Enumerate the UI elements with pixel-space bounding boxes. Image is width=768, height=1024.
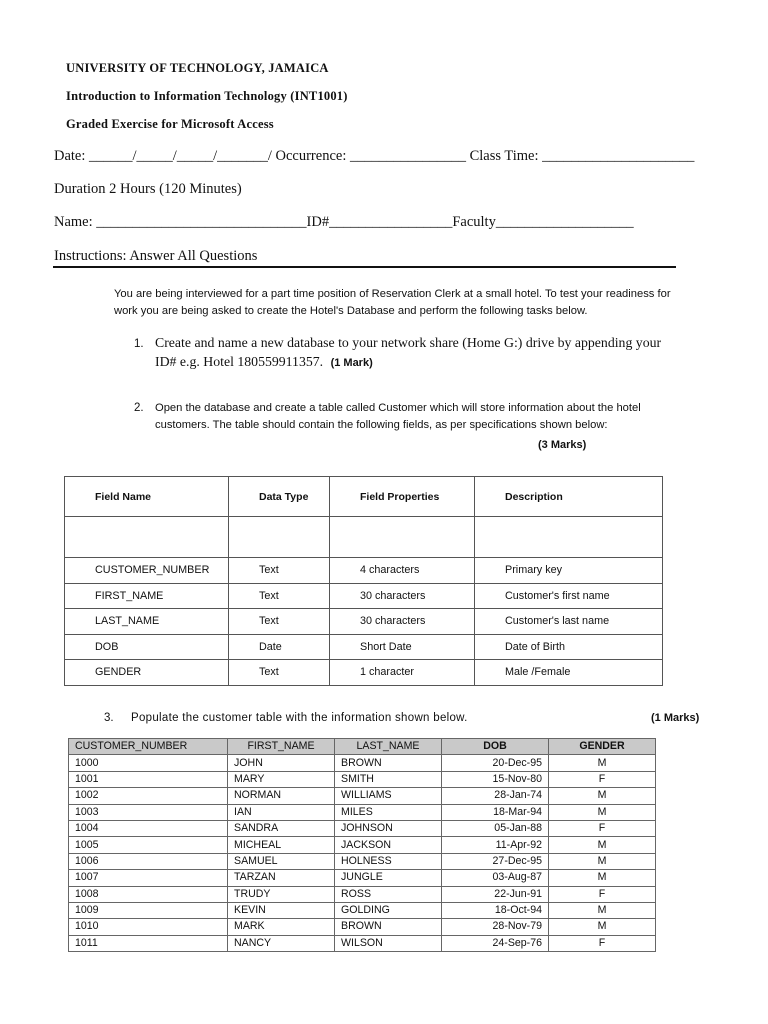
field-spec-table (64, 476, 663, 686)
customer-cell: 27-Dec-95 (442, 853, 549, 869)
customer-cell: HOLNESS (335, 853, 442, 869)
customer-cell: KEVIN (228, 902, 335, 918)
q3-number: 3. (104, 712, 114, 724)
customer-cell: 05-Jan-88 (442, 820, 549, 836)
q3-text: Populate the customer table with the information shown below. (131, 712, 468, 724)
spec-row (65, 660, 663, 686)
customer-cell: MARY (228, 771, 335, 787)
university-title: UNIVERSITY OF TECHNOLOGY, JAMAICA (66, 61, 329, 75)
customer-cell: NANCY (228, 935, 335, 951)
spec-cell: Customer's last name (475, 609, 663, 635)
customer-cell: WILSON (335, 935, 442, 951)
intro-paragraph: You are being interviewed for a part time position of Reservation Clerk at a small hotel. To test your readiness for work you are being asked to create the Hotel's Database and perform the following tasks below. (114, 288, 671, 317)
spec-cell: 30 characters (330, 583, 475, 609)
customer-row (69, 771, 656, 787)
exercise-title: Graded Exercise for Microsoft Access (66, 117, 274, 131)
customer-cell: 03-Aug-87 (442, 870, 549, 886)
spec-cell: Text (229, 660, 330, 686)
course-title: Introduction to Information Technology (INT1001) (66, 89, 348, 103)
spec-row (65, 558, 663, 584)
spec-empty-row (65, 517, 663, 558)
customer-cell: GOLDING (335, 902, 442, 918)
spec-cell: GENDER (65, 660, 229, 686)
q1-text-line1: Create and name a new database to your network share (Home G:) drive by appending your (155, 335, 662, 350)
customer-cell: 1004 (69, 820, 228, 836)
spec-empty-cell (330, 517, 475, 558)
instructions-line: Instructions: Answer All Questions (54, 248, 258, 264)
q2-number: 2. (134, 402, 144, 414)
customer-cell: JOHN (228, 755, 335, 771)
customer-cell: 20-Dec-95 (442, 755, 549, 771)
spec-header-cell: Description (475, 477, 663, 517)
customer-row (69, 820, 656, 836)
spec-header-cell: Field Properties (330, 477, 475, 517)
customer-row (69, 886, 656, 902)
customer-cell: F (549, 771, 656, 787)
spec-header-cell: Field Name (65, 477, 229, 517)
customer-cell: 18-Oct-94 (442, 902, 549, 918)
spec-empty-cell (475, 517, 663, 558)
customer-cell: M (549, 870, 656, 886)
customer-cell: MICHEAL (228, 837, 335, 853)
customer-cell: F (549, 935, 656, 951)
spec-cell: Text (229, 583, 330, 609)
customer-cell: JOHNSON (335, 820, 442, 836)
spec-cell: 30 characters (330, 609, 475, 635)
customer-cell: 1007 (69, 870, 228, 886)
customer-cell: 1006 (69, 853, 228, 869)
customer-cell: TRUDY (228, 886, 335, 902)
customer-data-table (68, 738, 656, 952)
customer-header-cell: CUSTOMER_NUMBER (69, 739, 228, 755)
customer-cell: 1010 (69, 919, 228, 935)
customer-cell: 1001 (69, 771, 228, 787)
customer-cell: 28-Jan-74 (442, 788, 549, 804)
customer-cell: F (549, 820, 656, 836)
q1-marks: (1 Mark) (330, 357, 373, 369)
customer-cell: SMITH (335, 771, 442, 787)
customer-cell: 11-Apr-92 (442, 837, 549, 853)
duration-line: Duration 2 Hours (120 Minutes) (54, 181, 242, 197)
customer-cell: MILES (335, 804, 442, 820)
customer-header-row (69, 739, 656, 755)
customer-cell: 24-Sep-76 (442, 935, 549, 951)
customer-cell: F (549, 886, 656, 902)
customer-cell: IAN (228, 804, 335, 820)
customer-cell: NORMAN (228, 788, 335, 804)
spec-cell: Primary key (475, 558, 663, 584)
customer-row (69, 853, 656, 869)
spec-empty-cell (65, 517, 229, 558)
q2-marks: (3 Marks) (538, 439, 587, 451)
customer-cell: 1005 (69, 837, 228, 853)
q3-marks: (1 Marks) (651, 712, 700, 724)
customer-cell: ROSS (335, 886, 442, 902)
spec-cell: Text (229, 558, 330, 584)
q1-text-line2: ID# e.g. Hotel 180559911357. (1 Mark) (155, 354, 373, 369)
spec-cell: CUSTOMER_NUMBER (65, 558, 229, 584)
customer-cell: JACKSON (335, 837, 442, 853)
customer-header-cell: FIRST_NAME (228, 739, 335, 755)
q2-text: Open the database and create a table called Customer which will store information about the hotel customers. The table should contain the following fields, as per specifications shown below: (155, 402, 641, 431)
customer-cell: 1000 (69, 755, 228, 771)
customer-cell: M (549, 788, 656, 804)
customer-cell: M (549, 919, 656, 935)
customer-cell: 18-Mar-94 (442, 804, 549, 820)
q1-number: 1. (134, 338, 144, 350)
customer-row (69, 755, 656, 771)
customer-cell: TARZAN (228, 870, 335, 886)
customer-cell: M (549, 902, 656, 918)
customer-row (69, 919, 656, 935)
customer-cell: WILLIAMS (335, 788, 442, 804)
spec-row (65, 634, 663, 660)
customer-header-cell: LAST_NAME (335, 739, 442, 755)
spec-cell: Date (229, 634, 330, 660)
customer-cell: 1002 (69, 788, 228, 804)
customer-cell: M (549, 837, 656, 853)
customer-cell: MARK (228, 919, 335, 935)
spec-cell: 1 character (330, 660, 475, 686)
customer-cell: M (549, 755, 656, 771)
customer-row (69, 870, 656, 886)
spec-cell: Male /Female (475, 660, 663, 686)
spec-row (65, 583, 663, 609)
customer-row (69, 804, 656, 820)
spec-cell: LAST_NAME (65, 609, 229, 635)
spec-cell: Date of Birth (475, 634, 663, 660)
name-line: Name: _____________________________ID#_________________Faculty___________________ (54, 214, 634, 230)
spec-cell: Short Date (330, 634, 475, 660)
customer-cell: 15-Nov-80 (442, 771, 549, 787)
customer-cell: 28-Nov-79 (442, 919, 549, 935)
spec-cell: FIRST_NAME (65, 583, 229, 609)
spec-empty-cell (229, 517, 330, 558)
customer-header-cell: DOB (442, 739, 549, 755)
spec-header-row (65, 477, 663, 517)
customer-cell: 1003 (69, 804, 228, 820)
spec-cell: DOB (65, 634, 229, 660)
customer-cell: BROWN (335, 755, 442, 771)
spec-cell: Customer's first name (475, 583, 663, 609)
customer-cell: M (549, 853, 656, 869)
spec-header-cell: Data Type (229, 477, 330, 517)
customer-cell: 1008 (69, 886, 228, 902)
customer-header-cell: GENDER (549, 739, 656, 755)
spec-cell: 4 characters (330, 558, 475, 584)
customer-row (69, 902, 656, 918)
header-divider (53, 266, 676, 268)
customer-cell: 22-Jun-91 (442, 886, 549, 902)
customer-cell: BROWN (335, 919, 442, 935)
customer-cell: M (549, 804, 656, 820)
customer-cell: 1009 (69, 902, 228, 918)
date-line: Date: ______/_____/_____/_______/ Occurrence: ________________ Class Time: _____________________ (54, 148, 695, 164)
customer-row (69, 935, 656, 951)
customer-cell: 1011 (69, 935, 228, 951)
spec-row (65, 609, 663, 635)
customer-row (69, 837, 656, 853)
customer-row (69, 788, 656, 804)
customer-cell: SANDRA (228, 820, 335, 836)
spec-cell: Text (229, 609, 330, 635)
customer-cell: JUNGLE (335, 870, 442, 886)
customer-cell: SAMUEL (228, 853, 335, 869)
